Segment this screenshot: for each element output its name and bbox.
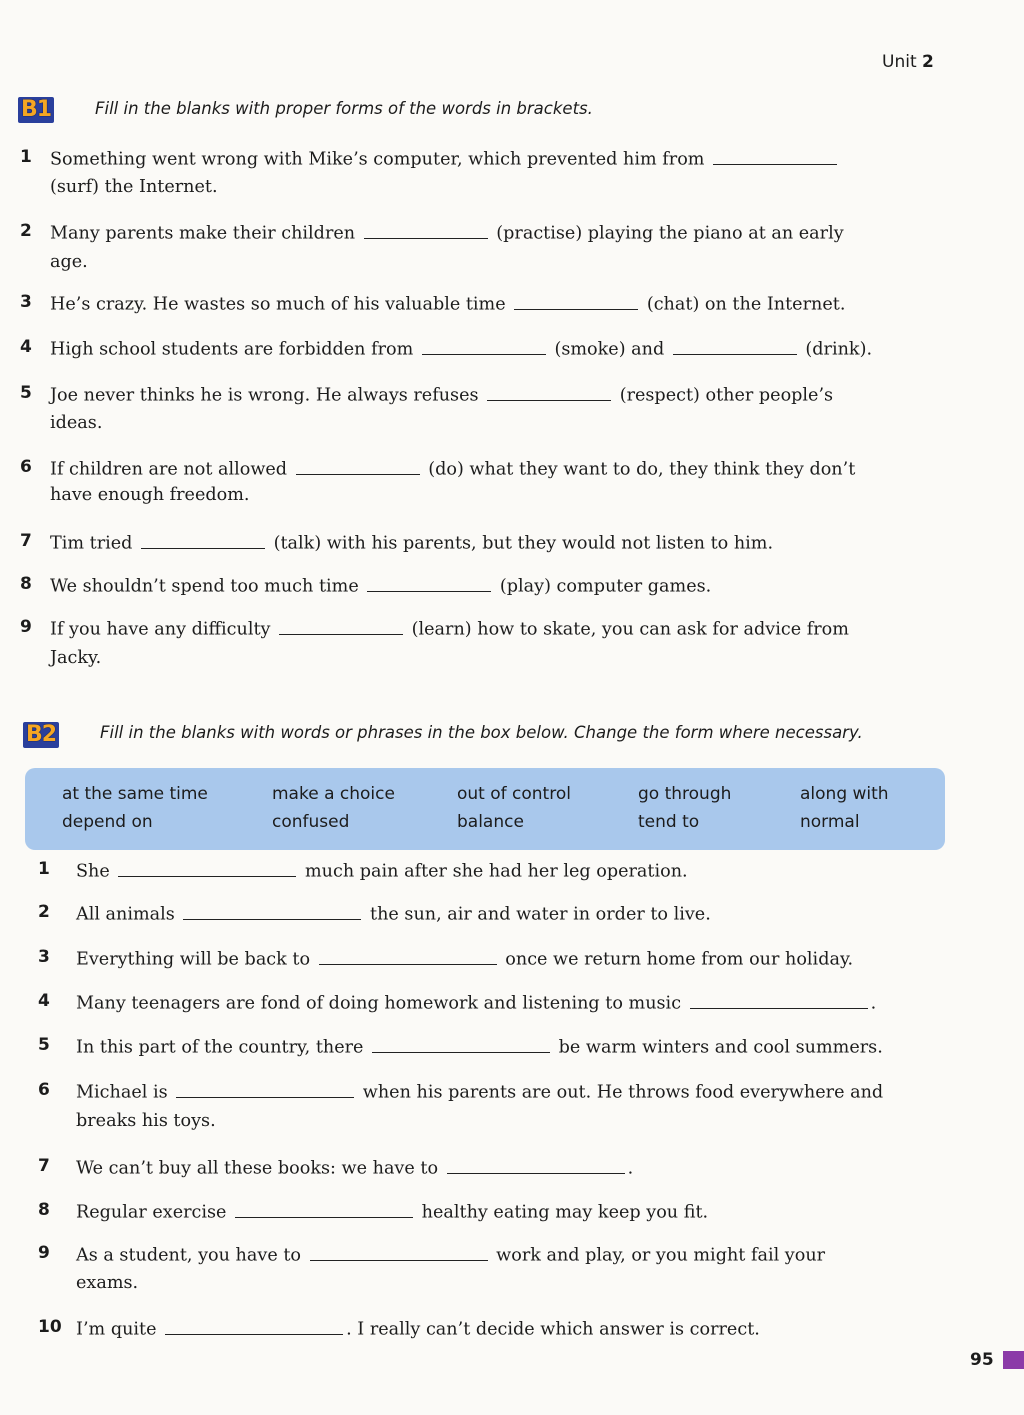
item-text: Everything will be back to bbox=[76, 949, 316, 970]
item-line bbox=[50, 252, 88, 272]
item-text: I’m quite bbox=[76, 1319, 163, 1340]
answer-blank[interactable] bbox=[176, 1079, 354, 1098]
item-text: She bbox=[76, 861, 116, 882]
item-text: (surf) the Internet. bbox=[50, 177, 218, 197]
item-line bbox=[76, 1273, 138, 1293]
item-number: 8 bbox=[38, 1200, 50, 1220]
item-line bbox=[76, 1199, 708, 1223]
item-text: (play) computer games. bbox=[494, 576, 712, 597]
item-number: 4 bbox=[20, 337, 32, 357]
item-line bbox=[76, 1155, 633, 1179]
item-number: 4 bbox=[38, 991, 50, 1011]
item-text: when his parents are out. He throws food everywhere and bbox=[357, 1082, 884, 1103]
item-text: He’s crazy. He wastes so much of his valuable time bbox=[50, 294, 512, 315]
item-text: . bbox=[870, 993, 877, 1014]
item-text: once we return home from our holiday. bbox=[499, 949, 854, 970]
answer-blank[interactable] bbox=[447, 1155, 625, 1174]
item-text: be warm winters and cool summers. bbox=[553, 1037, 883, 1058]
item-text: We shouldn’t spend too much time bbox=[50, 576, 365, 597]
word-box bbox=[25, 768, 945, 850]
item-number: 5 bbox=[38, 1035, 50, 1055]
unit-number: 2 bbox=[922, 52, 934, 72]
item-line bbox=[50, 413, 102, 433]
item-number: 9 bbox=[38, 1243, 50, 1263]
word-box-item: normal bbox=[800, 812, 860, 832]
item-line bbox=[76, 990, 876, 1014]
item-line bbox=[76, 946, 853, 970]
item-text: Many parents make their children bbox=[50, 223, 361, 244]
item-line bbox=[76, 858, 688, 882]
item-number: 7 bbox=[38, 1156, 50, 1176]
item-line bbox=[50, 648, 101, 668]
item-text: Joe never thinks he is wrong. He always refuses bbox=[50, 385, 485, 406]
answer-blank[interactable] bbox=[235, 1199, 413, 1218]
item-number: 8 bbox=[20, 574, 32, 594]
word-box-item: make a choice bbox=[272, 784, 395, 804]
answer-blank[interactable] bbox=[310, 1242, 488, 1261]
item-text: breaks his toys. bbox=[76, 1111, 216, 1131]
answer-blank[interactable] bbox=[118, 858, 296, 877]
item-number: 6 bbox=[20, 457, 32, 477]
item-text: Michael is bbox=[76, 1082, 174, 1103]
item-number: 6 bbox=[38, 1080, 50, 1100]
item-text: (learn) how to skate, you can ask for advice from bbox=[406, 619, 849, 640]
answer-blank[interactable] bbox=[296, 456, 420, 475]
item-text: Jacky. bbox=[50, 648, 102, 668]
item-text: (talk) with his parents, but they would not listen to him. bbox=[268, 533, 774, 554]
item-number: 9 bbox=[20, 617, 32, 637]
item-text: much pain after she had her leg operation. bbox=[299, 861, 688, 882]
word-box-item: at the same time bbox=[62, 784, 208, 804]
item-line bbox=[76, 901, 711, 925]
item-text: Many teenagers are fond of doing homework and listening to music bbox=[76, 993, 687, 1014]
unit-label bbox=[882, 52, 934, 72]
item-text: work and play, or you might fail your bbox=[490, 1245, 826, 1266]
item-line bbox=[50, 382, 833, 406]
word-box-item: confused bbox=[272, 812, 350, 832]
item-text: (chat) on the Internet. bbox=[641, 294, 846, 315]
answer-blank[interactable] bbox=[673, 336, 797, 355]
item-text: (practise) playing the piano at an early bbox=[490, 223, 844, 244]
item-text: . bbox=[627, 1158, 634, 1179]
item-text: Something went wrong with Mike’s computer, which prevented him from bbox=[50, 149, 711, 170]
item-line bbox=[76, 1079, 883, 1103]
item-line bbox=[76, 1242, 825, 1266]
item-line bbox=[76, 1034, 883, 1058]
item-number: 5 bbox=[20, 383, 32, 403]
item-line bbox=[50, 530, 773, 554]
answer-blank[interactable] bbox=[422, 336, 546, 355]
word-box-item: depend on bbox=[62, 812, 153, 832]
answer-blank[interactable] bbox=[319, 946, 497, 965]
item-text: If children are not allowed bbox=[50, 459, 293, 480]
item-text: . I really can’t decide which answer is correct. bbox=[346, 1319, 760, 1340]
item-text: (do) what they want to do, they think they don’t bbox=[422, 459, 856, 480]
item-text: In this part of the country, there bbox=[76, 1037, 370, 1058]
answer-blank[interactable] bbox=[279, 616, 403, 635]
item-number: 1 bbox=[38, 859, 50, 879]
item-text: ideas. bbox=[50, 413, 103, 433]
item-line bbox=[50, 220, 844, 244]
section-badge-b2: B2 bbox=[23, 722, 59, 748]
unit-text: Unit bbox=[882, 52, 917, 72]
b2-instruction: Fill in the blanks with words or phrases in the box below. Change the form where necessary. bbox=[100, 723, 863, 742]
answer-blank[interactable] bbox=[487, 382, 611, 401]
word-box-item: out of control bbox=[457, 784, 571, 804]
item-text: Regular exercise bbox=[76, 1202, 233, 1223]
word-box-item: go through bbox=[638, 784, 732, 804]
item-number: 2 bbox=[20, 221, 32, 241]
item-number: 10 bbox=[38, 1317, 62, 1337]
answer-blank[interactable] bbox=[141, 530, 265, 549]
item-text: As a student, you have to bbox=[76, 1245, 307, 1266]
item-text: We can’t buy all these books: we have to bbox=[76, 1158, 444, 1179]
b1-instruction: Fill in the blanks with proper forms of the words in brackets. bbox=[95, 99, 593, 118]
item-line bbox=[50, 336, 872, 360]
answer-blank[interactable] bbox=[165, 1316, 343, 1335]
item-text: age. bbox=[50, 252, 88, 272]
answer-blank[interactable] bbox=[713, 146, 837, 165]
item-line bbox=[50, 291, 845, 315]
item-text: have enough freedom. bbox=[50, 485, 250, 505]
item-text: All animals bbox=[76, 904, 181, 925]
item-text: healthy eating may keep you fit. bbox=[416, 1202, 709, 1223]
item-line bbox=[50, 146, 840, 170]
page-number: 95 bbox=[970, 1350, 994, 1370]
item-line bbox=[50, 485, 250, 505]
item-number: 7 bbox=[20, 531, 32, 551]
item-number: 3 bbox=[20, 292, 32, 312]
item-text: High school students are forbidden from bbox=[50, 339, 419, 360]
answer-blank[interactable] bbox=[690, 990, 868, 1009]
item-line bbox=[50, 573, 711, 597]
answer-blank[interactable] bbox=[367, 573, 491, 592]
item-text: If you have any difficulty bbox=[50, 619, 277, 640]
item-text: (respect) other people’s bbox=[614, 385, 834, 406]
word-box-item: balance bbox=[457, 812, 524, 832]
page-tab-marker bbox=[1003, 1351, 1024, 1369]
item-text: the sun, air and water in order to live. bbox=[364, 904, 711, 925]
word-box-item: along with bbox=[800, 784, 889, 804]
item-text: exams. bbox=[76, 1273, 139, 1293]
item-line bbox=[76, 1111, 216, 1131]
item-line bbox=[50, 177, 218, 197]
word-box-item: tend to bbox=[638, 812, 700, 832]
item-line bbox=[50, 616, 849, 640]
item-line bbox=[50, 456, 855, 480]
item-number: 3 bbox=[38, 947, 50, 967]
section-badge-b1: B1 bbox=[18, 97, 54, 123]
item-text: (drink). bbox=[799, 339, 873, 360]
answer-blank[interactable] bbox=[514, 291, 638, 310]
answer-blank[interactable] bbox=[364, 220, 488, 239]
item-text: Tim tried bbox=[50, 533, 139, 554]
item-number: 2 bbox=[38, 902, 50, 922]
answer-blank[interactable] bbox=[183, 901, 361, 920]
item-number: 1 bbox=[20, 147, 32, 167]
answer-blank[interactable] bbox=[372, 1034, 550, 1053]
item-text: (smoke) and bbox=[548, 339, 670, 360]
item-line bbox=[76, 1316, 760, 1340]
